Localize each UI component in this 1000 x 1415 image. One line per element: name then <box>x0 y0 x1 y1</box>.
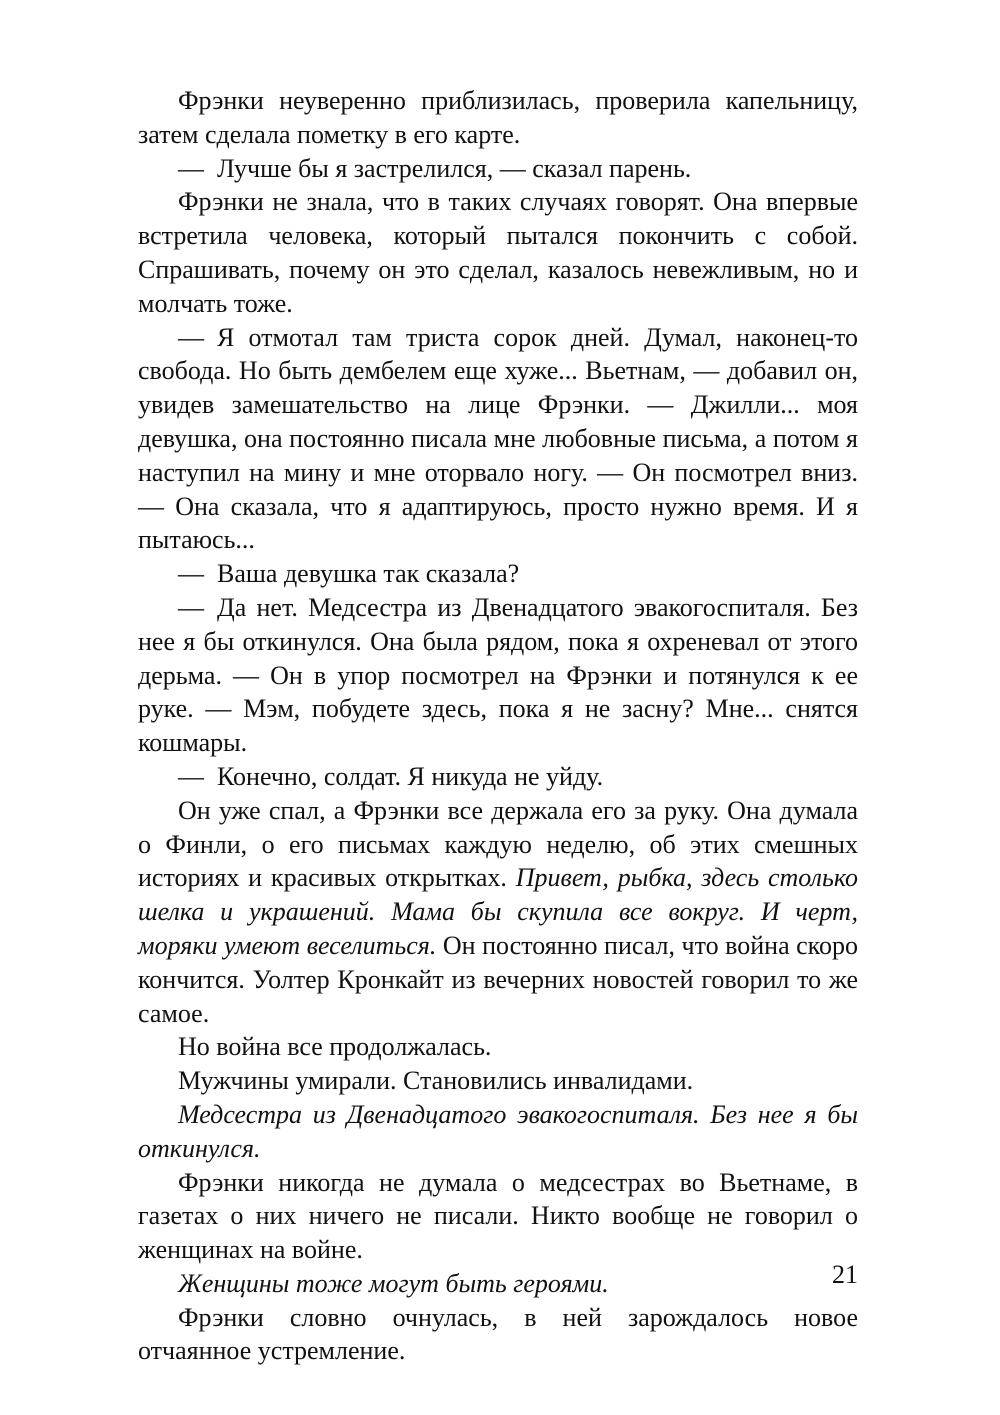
paragraph <box>138 84 858 152</box>
body-text: Мужчины умирали. Становились инвалидами. <box>178 1066 694 1096</box>
body-text: — Ваша девушка так сказала? <box>178 559 520 589</box>
body-text: Но война все продолжалась. <box>178 1032 492 1062</box>
italic-text: Женщины тоже могут быть героями. <box>178 1268 609 1298</box>
body-text: — Конечно, солдат. Я никуда не уйду. <box>178 761 604 791</box>
paragraph <box>138 1166 858 1267</box>
paragraph <box>138 1064 858 1098</box>
body-text: Он уже спал, а Фрэнки все держала его за руку. Она думала о Финли, о его письмах каждую неделю, об этих смешных историях и красивых открытках. <box>138 795 858 893</box>
paragraph <box>138 591 858 760</box>
paragraph <box>138 1098 858 1166</box>
body-text: — Да нет. Медсестра из Двенадцатого эвакогоспиталя. Без нее я бы откинулся. Она была рядом, пока я охреневал от этого дерьма. — Он в упор посмотрел на Фрэнки и потянулся к ее руке. — Мэм, побудете здесь, пока я не засну? Мне... снятся кошмары. <box>138 592 858 758</box>
body-text: — Я отмотал там триста сорок дней. Думал, наконец-то свобода. Но быть дембелем еще хуже... Вьетнам, — добавил он, увидев замешательство на лице Фрэнки. — Джилли... моя девушка, она постоянно писала мне любовные письма, а потом я наступил на мину и мне оторвало ногу. — Он посмотрел вниз. — Она сказала, что я адаптируюсь, просто нужно время. И я пытаюсь... <box>138 322 858 555</box>
text-block <box>138 84 858 1368</box>
page-number: 21 <box>832 1260 858 1289</box>
body-text: Фрэнки неуверенно приблизилась, проверила капельницу, затем сделала пометку в его карте. <box>138 86 858 149</box>
italic-text: Привет, рыбка, здесь столько шелка и украшений. Мама бы скупила все вокруг. И черт, моряки умеют веселиться. <box>138 863 858 960</box>
body-text: Фрэнки никогда не думала о медсестрах во Вьетнаме, в газетах о них ничего не писали. Никто вообще не говорил о женщинах на войне. <box>138 1167 858 1265</box>
paragraph <box>138 152 858 186</box>
paragraph <box>138 794 858 1031</box>
body-text: Он постоянно писал, что война скоро кончится. Уолтер Кронкайт из вечерних новостей говорил то же самое. <box>138 930 858 1028</box>
paragraph <box>138 557 858 591</box>
paragraph <box>138 1301 858 1369</box>
body-text: Фрэнки не знала, что в таких случаях говорят. Она впервые встретила человека, который пытался покончить с собой. Спрашивать, почему он это сделал, казалось невежливым, но и молчать тоже. <box>138 187 858 318</box>
paragraph <box>138 760 858 794</box>
paragraph <box>138 321 858 558</box>
body-text: — Лучше бы я застрелился, — сказал парень. <box>178 153 692 183</box>
paragraph <box>138 185 858 320</box>
italic-text: Медсестра из Двенадцатого эвакогоспиталя. Без нее я бы откинулся. <box>138 1099 858 1163</box>
body-text: Фрэнки словно очнулась, в ней зарождалось новое отчаянное устремление. <box>138 1302 858 1366</box>
paragraph <box>138 1030 858 1064</box>
